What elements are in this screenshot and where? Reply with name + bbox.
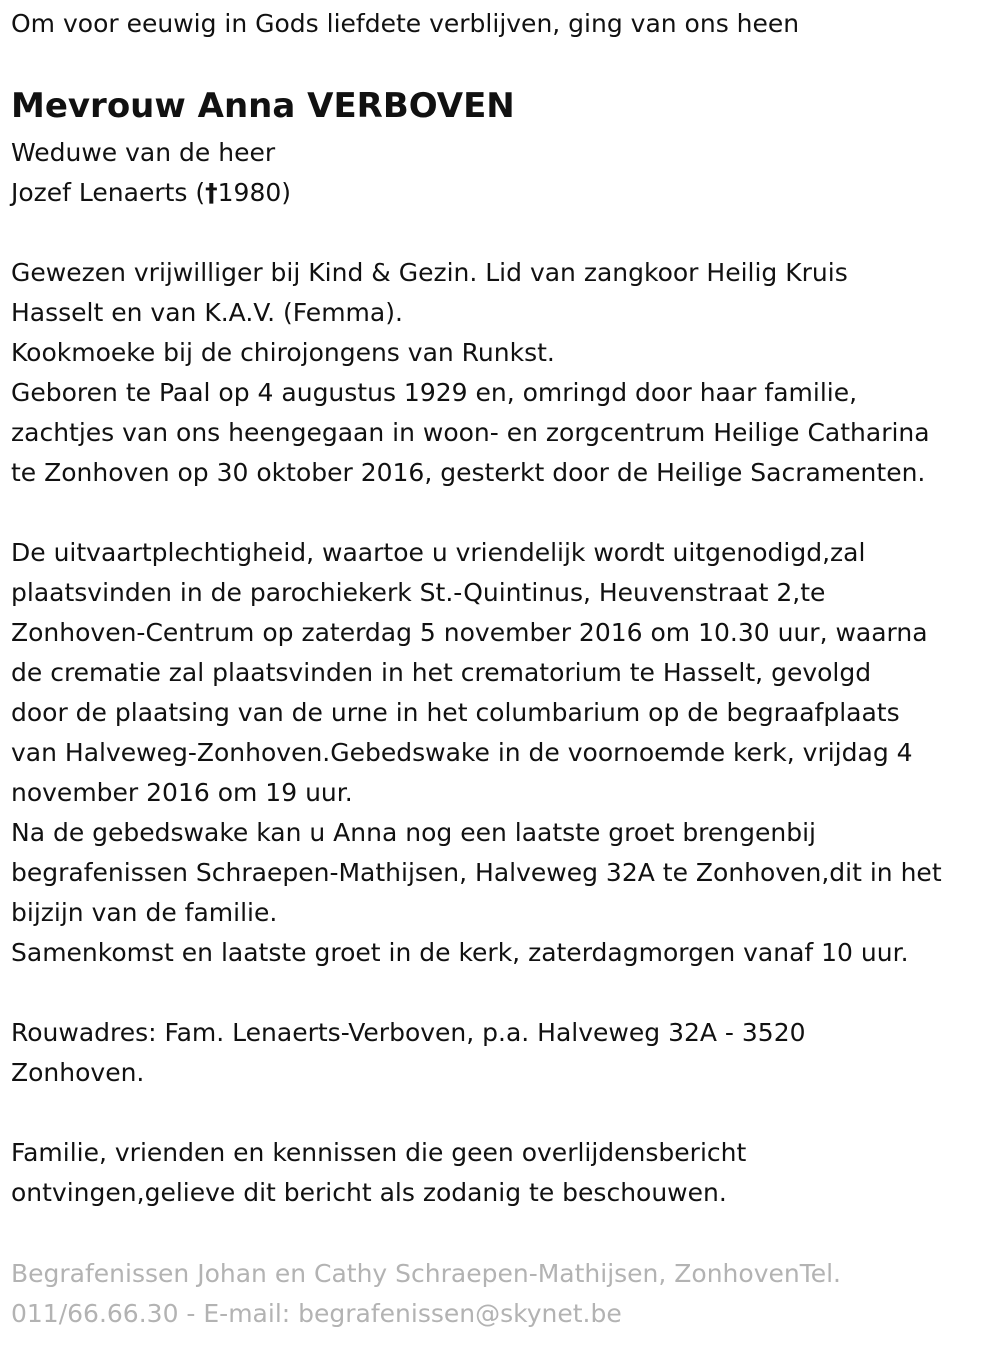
spouse-name-text: Jozef Lenaerts ( <box>11 178 206 207</box>
address-line: Zonhoven. <box>11 1058 145 1087</box>
bio-line: Gewezen vrijwilliger bij Kind & Gezin. Lid van zangkoor Heilig Kruis <box>11 258 848 287</box>
ceremony-line: bijzijn van de familie. <box>11 898 278 927</box>
bio-line: Hasselt en van K.A.V. (Femma). <box>11 298 403 327</box>
notice-line: Familie, vrienden en kennissen die geen overlijdensbericht <box>11 1138 747 1167</box>
intro-text: Om voor eeuwig in Gods liefdete verblijven, ging van ons heen <box>11 9 800 38</box>
bio-line: te Zonhoven op 30 oktober 2016, gesterkt door de Heilige Sacramenten. <box>11 458 926 487</box>
notice-line: ontvingen,gelieve dit bericht als zodanig te beschouwen. <box>11 1178 727 1207</box>
ceremony-line: Zonhoven-Centrum op zaterdag 5 november 2016 om 10.30 uur, waarna <box>11 618 928 647</box>
ceremony-line: de crematie zal plaatsvinden in het crematorium te Hasselt, gevolgd <box>11 658 872 687</box>
ceremony-line: Samenkomst en laatste groet in de kerk, zaterdagmorgen vanaf 10 uur. <box>11 938 909 967</box>
bio-line: Geboren te Paal op 4 augustus 1929 en, omringd door haar familie, <box>11 378 858 407</box>
ceremony-line: door de plaatsing van de urne in het columbarium op de begraafplaats <box>11 698 900 727</box>
ceremony-line: van Halveweg-Zonhoven.Gebedswake in de voornoemde kerk, vrijdag 4 <box>11 738 913 767</box>
bio-line: zachtjes van ons heengegaan in woon- en zorgcentrum Heilige Catharina <box>11 418 930 447</box>
funeral-home-contact: 011/66.66.30 - E-mail: begrafenissen@skynet.be <box>11 1299 622 1328</box>
deceased-name: Mevrouw Anna VERBOVEN <box>11 86 515 126</box>
funeral-home-footer: Begrafenissen Johan en Cathy Schraepen-Mathijsen, ZonhovenTel. <box>11 1259 842 1288</box>
spouse-line-2 <box>11 173 291 213</box>
ceremony-line: De uitvaartplechtigheid, waartoe u vriendelijk wordt uitgenodigd,zal <box>11 538 866 567</box>
ceremony-line: plaatsvinden in de parochiekerk St.-Quintinus, Heuvenstraat 2,te <box>11 578 826 607</box>
ceremony-line: Na de gebedswake kan u Anna nog een laatste groet brengenbij <box>11 818 816 847</box>
ceremony-line: begrafenissen Schraepen-Mathijsen, Halveweg 32A te Zonhoven,dit in het <box>11 858 942 887</box>
cross-icon: † <box>205 178 218 207</box>
bio-line: Kookmoeke bij de chirojongens van Runkst. <box>11 338 555 367</box>
spouse-line-1: Weduwe van de heer <box>11 138 276 167</box>
spouse-death-year: 1980) <box>217 178 292 207</box>
ceremony-line: november 2016 om 19 uur. <box>11 778 353 807</box>
address-line: Rouwadres: Fam. Lenaerts-Verboven, p.a. Halveweg 32A - 3520 <box>11 1018 806 1047</box>
